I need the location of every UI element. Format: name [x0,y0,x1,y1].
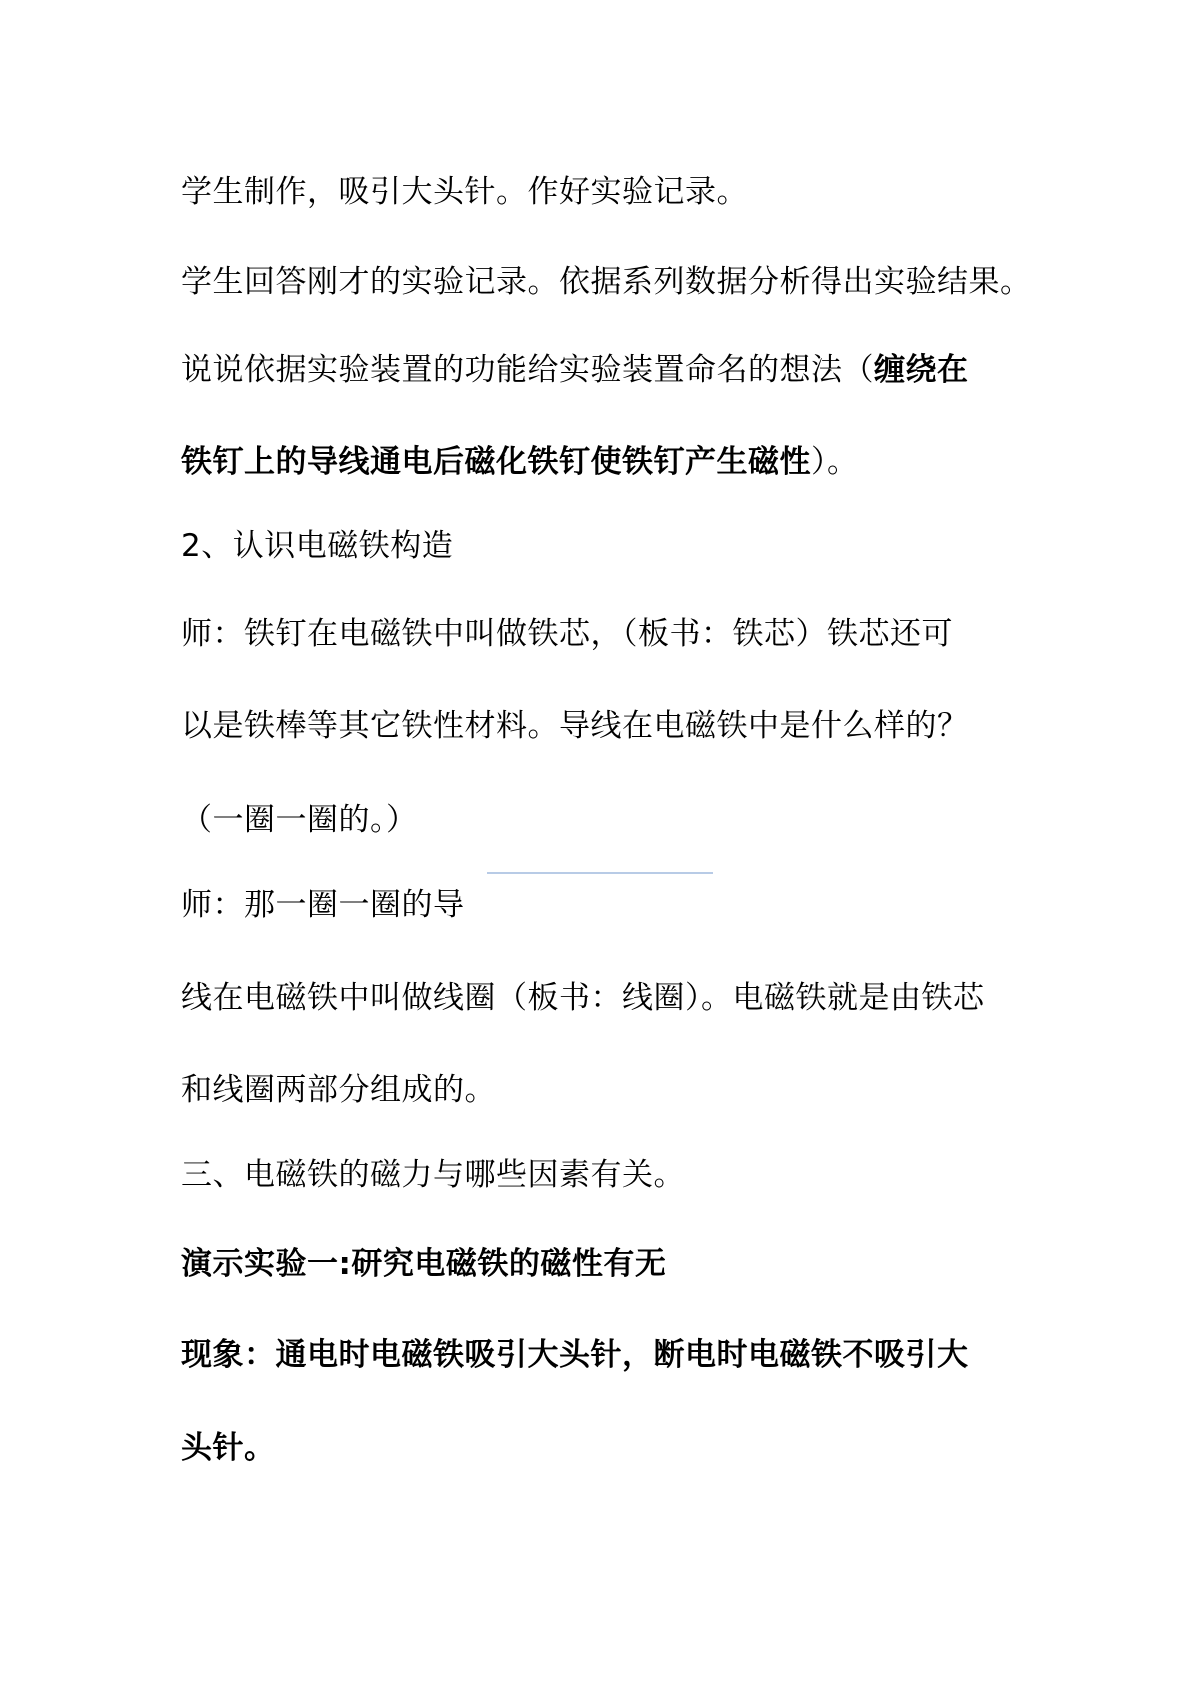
paragraph-coil-definition-continued: 和线圈两部分组成的。 [181,1072,496,1108]
paragraph-answer-loops: （一圈一圈的。） [181,802,418,838]
experiment-one-heading: 演示实验一:研究电磁铁的磁性有无 [181,1246,667,1282]
paragraph-coil-definition: 线在电磁铁中叫做线圈（板书：线圈）。电磁铁就是由铁芯 [181,980,985,1016]
section-heading-factors: 三、电磁铁的磁力与哪些因素有关。 [181,1157,685,1193]
paragraph-iron-core: 师：铁钉在电磁铁中叫做铁芯，（板书：铁芯）铁芯还可 [181,616,953,652]
magnetism-explanation-closing-text: ）。 [811,444,859,480]
section-heading-structure: 2、认识电磁铁构造 [181,528,454,564]
naming-idea-normal-text: 说说依据实验装置的功能给实验装置命名的想法（ [181,352,874,388]
divider-line [487,872,713,874]
paragraph-naming-idea [181,350,969,390]
paragraph-student-making: 学生制作，吸引大头针。作好实验记录。 [181,174,748,210]
naming-idea-bold-text: 缠绕在 [874,352,969,388]
paragraph-student-answer: 学生回答刚才的实验记录。依据系列数据分析得出实验结果。 [181,264,1032,300]
magnetism-explanation-bold-text: 铁钉上的导线通电后磁化铁钉使铁钉产生磁性 [181,444,811,480]
experiment-one-phenomenon: 现象：通电时电磁铁吸引大头针，断电时电磁铁不吸引大 [181,1337,969,1373]
paragraph-naming-idea-continued [181,442,859,482]
paragraph-coil-intro: 师：那一圈一圈的导 [181,887,465,923]
experiment-one-phenomenon-continued: 头针。 [181,1430,276,1466]
paragraph-iron-core-continued: 以是铁棒等其它铁性材料。导线在电磁铁中是什么样的？ [181,708,969,744]
